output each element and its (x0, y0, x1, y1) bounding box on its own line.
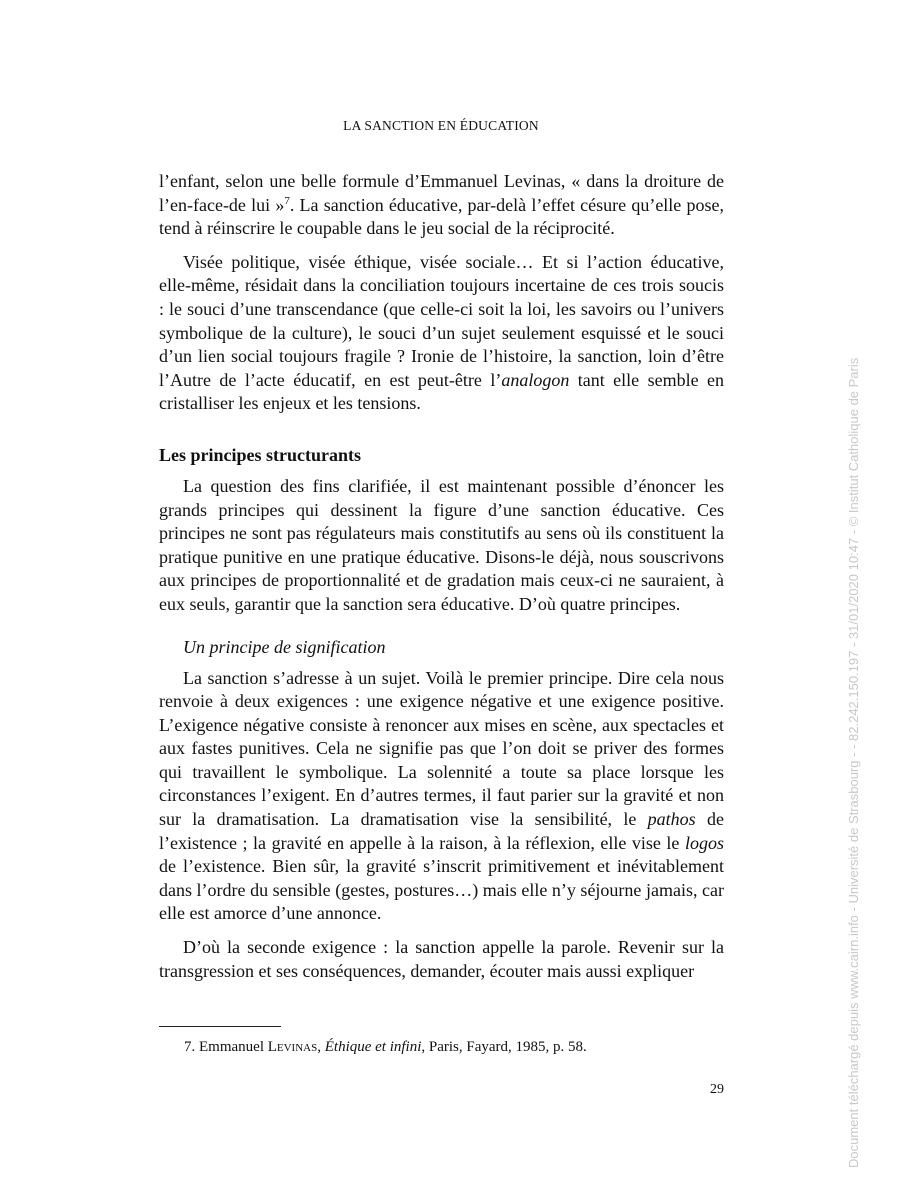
download-watermark: Document téléchargé depuis www.cairn.info - Université de Strasbourg - - 82.242.150.197 - 31/01/2020 10:47 - © Institut Catholique de Paris (846, 357, 861, 1168)
paragraph-1 (159, 170, 724, 241)
paragraph-4 (159, 667, 724, 927)
footnote-7 (184, 1037, 587, 1057)
footnote-sep: , (317, 1039, 325, 1055)
page-number: 29 (710, 1082, 724, 1097)
footnote-author-last: Levinas (267, 1039, 318, 1055)
footnote-divider (159, 1026, 281, 1027)
body-text (159, 170, 724, 983)
footnote-author-first: Emmanuel (199, 1039, 264, 1055)
p2-text-a: Visée politique, visée éthique, visée sociale… Et si l’action éducative, elle-même, résidait dans la conciliation toujours incertaine de ces trois soucis : le souci d’une transcendance (que celle-ci soit la loi, les savoirs ou l’univers symbolique de la culture), le souci d’un sujet seulement esquissé et le souci d’un lien social toujours fragile ? Ironie de l’histoire, la sanction, loin d’être l’Autre de l’acte éducatif, en est peut-être l’ (159, 251, 724, 390)
paragraph-5: D’où la seconde exigence : la sanction appelle la parole. Revenir sur la transgression et ses conséquences, demander, écouter mais aussi expliquer (159, 937, 724, 981)
p4-italic-logos: logos (684, 832, 724, 853)
p4-italic-pathos: pathos (647, 809, 696, 830)
footnote-title: Éthique et infini (324, 1039, 422, 1055)
p2-text-b: tant elle semble en cristalliser les enjeux et les tensions. (159, 369, 724, 414)
paragraph-3: La question des fins clarifiée, il est maintenant possible d’énoncer les grands principes qui dessinent la figure d’une sanction éducative. Ces principes ne sont pas régulateurs mais constitutifs au sens où ils constituent la pratique punitive en une pratique éducative. Disons-le déjà, nous souscrivons aux principes de proportionnalité et de gradation mais ceux-ci ne sauraient, à eux seuls, garantir que la sanction sera éducative. D’où quatre principes. (159, 475, 724, 614)
p4-text-b: de l’existence ; la gravité en appelle à la raison, à la réflexion, elle vise le (159, 809, 724, 853)
paragraph-2 (159, 251, 724, 416)
footnote-ref-7[interactable]: 7 (284, 194, 290, 207)
running-head: LA SANCTION EN ÉDUCATION (343, 118, 539, 133)
p1-text-a: l’enfant, selon une belle formule d’Emmanuel Levinas, « dans la droiture de l’en-face-de lui » (159, 171, 724, 215)
p2-italic-analogon: analogon (501, 369, 570, 390)
footnote-number: 7. (184, 1039, 196, 1055)
section-heading: Les principes structurants (159, 444, 361, 465)
p1-text-b: . La sanction éducative, par-delà l’effet césure qu’elle pose, tend à réinscrire le coupable dans le jeu social de la réciprocité. (159, 194, 724, 239)
subsection-heading: Un principe de signification (183, 636, 386, 657)
p4-text-c: de l’existence. Bien sûr, la gravité s’inscrit primitivement et inévitablement dans l’ordre du sensible (gestes, postures…) mais elle n’y séjourne jamais, car elle est amorce d’une annonce. (159, 856, 724, 924)
footnote-rest: , Paris, Fayard, 1985, p. 58. (421, 1039, 587, 1055)
p4-text-a: La sanction s’adresse à un sujet. Voilà le premier principe. Dire cela nous renvoie à deux exigences : une exigence négative et une exigence positive. L’exigence négative consiste à renoncer aux mises en scène, aux spectacles et aux fastes punitives. Cela ne signifie pas que l’on doit se priver des formes qui travaillent le symbolique. La solennité a toute sa place lorsque les circonstances l’exigent. En d’autres termes, il faut parier sur la gravité et non sur la dramatisation. La dramatisation vise la sensibilité, le (159, 667, 724, 830)
